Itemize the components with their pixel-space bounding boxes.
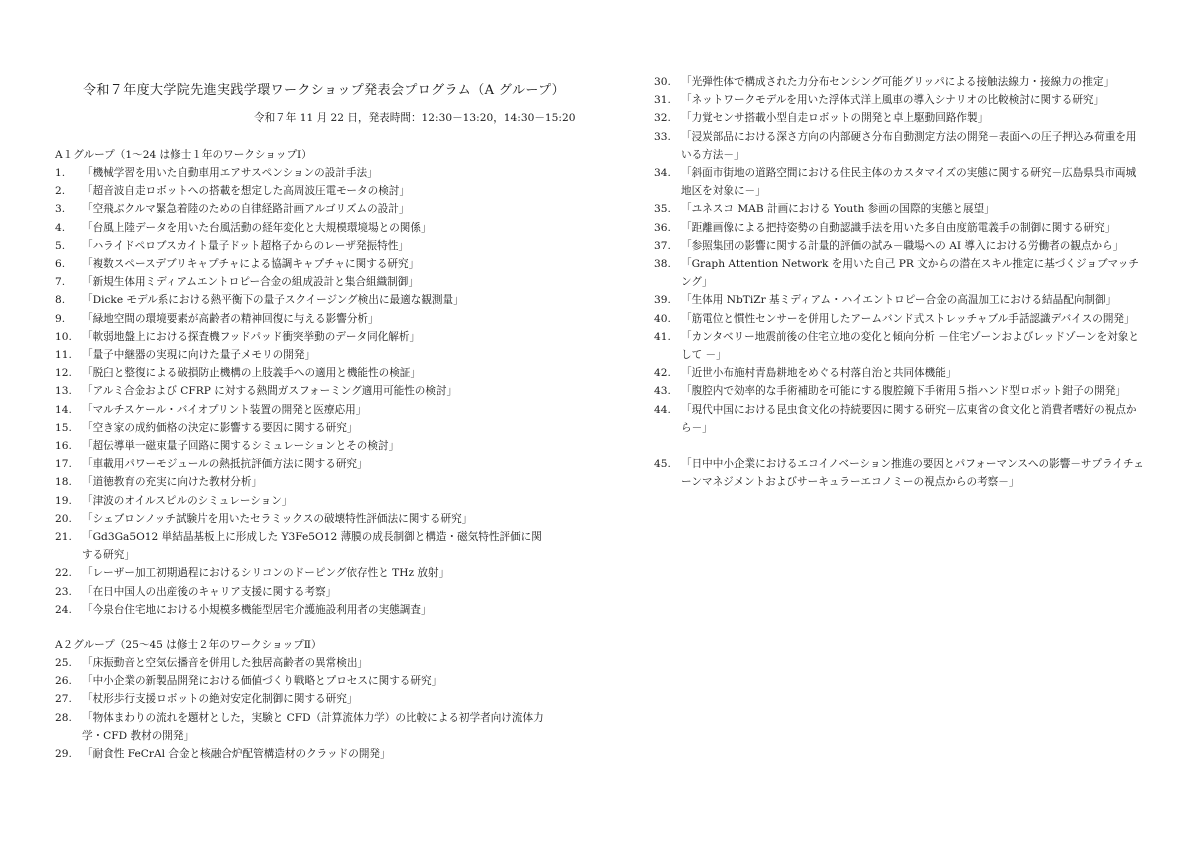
presentation-title: 「ユネスコ MAB 計画における Youth 参画の国際的実態と展望」 (681, 203, 995, 216)
item-number: 41. (654, 330, 671, 343)
program-item (654, 219, 1146, 237)
presentation-title: 「Dicke モデル系における熱平衡下の量子スクイージング検出に最適な観測量」 (82, 294, 464, 307)
program-item (55, 237, 550, 255)
program-item (55, 273, 550, 291)
presentation-title: 「距離画像による把持姿勢の自動認識手法を用いた多自由度筋電義手の制御に関する研究」 (681, 221, 1116, 234)
program-item (55, 219, 550, 237)
program-item (55, 654, 550, 672)
item-number: 16. (55, 440, 72, 453)
item-number: 39. (654, 294, 671, 307)
program-item (55, 382, 550, 400)
presentation-title: 「超伝導単一磁束量子回路に関するシミュレーションとその検討」 (82, 440, 400, 453)
program-item (55, 709, 550, 745)
item-number: 19. (55, 494, 72, 507)
group-a2-continued-list (654, 73, 1146, 491)
program-item (55, 510, 550, 528)
presentation-title: 「近世小布施村青島耕地をめぐる村落自治と共同体機能」 (681, 367, 957, 380)
presentation-title: 「空き家の成約価格の決定に影響する要因に関する研究」 (82, 421, 358, 434)
presentation-title: 「量子中継器の実現に向けた量子メモリの開発」 (82, 349, 316, 362)
item-number: 12. (55, 367, 72, 380)
program-item (55, 310, 550, 328)
presentation-title: 「物体まわりの流れを題材とした，実験と CFD（計算流体力学）の比較による初学者向け流体力学・CFD 教材の開発」 (82, 711, 544, 742)
item-number: 22. (55, 567, 72, 580)
program-item (654, 164, 1146, 200)
item-number: 32. (654, 112, 671, 125)
presentation-title: 「複数スペースデブリキャプチャによる協調キャプチャに関する研究」 (82, 258, 420, 271)
presentation-title: 「浸炭部品における深さ方向の内部硬さ分布自動測定方法の開発－表面への圧子押込み荷重を用いる方法－」 (681, 130, 1137, 161)
presentation-title: 「超音波自走ロボットへの搭載を想定した高周波圧電モータの検討」 (82, 185, 410, 198)
item-number: 18. (55, 476, 72, 489)
presentation-title: 「力覚センサ搭載小型自走ロボットの開発と卓上駆動回路作製」 (681, 112, 989, 125)
program-item (55, 419, 550, 437)
program-item (55, 255, 550, 273)
presentation-title: 「光弾性体で構成された力分布センシング可能グリッパによる接触法線力・接線力の推定」 (681, 76, 1115, 88)
presentation-title: 「腹腔内で効率的な手術補助を可能にする腹腔鏡下手術用５指ハンド型ロボット鉗子の開発」 (681, 385, 1126, 398)
item-number: 43. (654, 385, 671, 398)
program-item (55, 583, 550, 601)
presentation-title: 「脱臼と整復による破損防止機構の上肢義手への適用と機能性の検証」 (82, 367, 421, 380)
presentation-title: 「道徳教育の充実に向けた教材分析」 (82, 476, 263, 489)
program-item (55, 346, 550, 364)
presentation-title: 「杖形歩行支援ロボットの絶対安定化制御に関する研究」 (82, 693, 358, 706)
presentation-title: 「シェブロンノッチ試験片を用いたセラミックスの破壊特性評価法に関する研究」 (82, 512, 473, 525)
program-item (654, 291, 1146, 309)
group-a1-heading: A１グループ（1～24 は修士１年のワークショップⅠ） (55, 149, 312, 161)
program-item (654, 455, 1146, 491)
presentation-title: 「カンタベリー地震前後の住宅立地の変化と傾向分析 －住宅ゾーンおよびレッドゾーンを対象として －」 (681, 330, 1139, 362)
item-number: 3. (55, 203, 66, 216)
program-item (55, 672, 550, 690)
program-item (55, 328, 550, 346)
presentation-title: 「在日中国人の出産後のキャリア支援に関する考察」 (82, 585, 337, 598)
page-title: 令和７年度大学院先進実践学環ワークショップ発表会プログラム（A グループ） (83, 83, 566, 98)
program-item (55, 528, 550, 564)
program-item (55, 564, 550, 582)
presentation-title: 「緑地空間の環境要素が高齢者の精神回復に与える影響分析」 (82, 312, 379, 325)
presentation-title: 「Gd3Ga5O12 単結晶基板上に形成した Y3Fe5O12 薄膜の成長制御と構造・磁気特性評価に関する研究」 (82, 531, 542, 562)
presentation-title: 「今泉台住宅地における小規模多機能型居宅介護施設利用者の実態調査」 (82, 603, 432, 616)
program-item (654, 364, 1146, 382)
program-item (654, 91, 1146, 109)
item-number: 10. (55, 330, 72, 343)
program-item (55, 437, 550, 455)
presentation-title: 「日中中小企業におけるエコイノベーション推進の要因とパフォーマンスへの影響－サプライチェーンマネジメントおよびサーキュラーエコノミーの視点からの考察－」 (681, 458, 1144, 489)
presentation-title: 「参照集団の影響に関する計量的評価の試み－職場への AI 導入における労働者の観点から」 (681, 239, 1124, 252)
item-number: 2. (55, 185, 66, 198)
program-item (55, 492, 550, 510)
item-number: 33. (654, 130, 671, 143)
group-a2-heading: A２グループ（25～45 は修士２年のワークショップⅡ） (55, 639, 322, 651)
program-item (55, 164, 550, 182)
item-number: 13. (55, 385, 72, 398)
item-number: 45. (654, 458, 671, 471)
item-number: 4. (55, 221, 66, 234)
item-number: 14. (55, 403, 72, 416)
item-number: 1. (55, 167, 66, 179)
presentation-title: 「レーザー加工初期過程におけるシリコンのドーピング依存性と THz 放射」 (82, 567, 450, 580)
item-number: 27. (55, 693, 72, 706)
presentation-title: 「津波のオイルスピルのシミュレーション」 (82, 494, 293, 507)
program-item (654, 109, 1146, 127)
item-number: 24. (55, 603, 72, 616)
item-number: 25. (55, 657, 72, 669)
presentation-title: 「ハライドペロブスカイト量子ドット超格子からのレーザ発振特性」 (82, 239, 409, 252)
program-item (654, 73, 1146, 91)
program-item (55, 364, 550, 382)
presentation-title: 「生体用 NbTiZr 基ミディアム・ハイエントロピー合金の高温加工における結晶配向制御」 (681, 294, 1117, 307)
item-number: 44. (654, 403, 671, 416)
presentation-title: 「中小企業の新製品開発における価値づくり戦略とプロセスに関する研究」 (82, 675, 443, 688)
item-number: 34. (654, 167, 671, 180)
item-number: 30. (654, 76, 671, 88)
item-number: 11. (55, 349, 72, 362)
item-number: 7. (55, 276, 66, 289)
presentation-title: 「斜面市街地の道路空間における住民主体のカスタマイズの実態に関する研究－広島県呉市両城地区を対象に－」 (681, 167, 1137, 198)
item-spacer (654, 437, 1146, 455)
item-number: 9. (55, 312, 66, 325)
program-item (55, 291, 550, 309)
item-number: 20. (55, 512, 72, 525)
program-item (55, 690, 550, 708)
program-item (654, 328, 1146, 364)
presentation-title: 「空飛ぶクルマ緊急着陸のための自律経路計画アルゴリズムの設計」 (82, 203, 410, 216)
item-number: 6. (55, 258, 66, 271)
item-number: 38. (654, 258, 671, 271)
item-number: 26. (55, 675, 72, 688)
program-item (654, 200, 1146, 218)
program-item (654, 310, 1146, 328)
program-item (654, 382, 1146, 400)
presentation-title: 「アルミ合金および CFRP に対する熱間ガスフォーミング適用可能性の検討」 (82, 385, 458, 398)
presentation-title: 「新規生体用ミディアムエントロピー合金の組成設計と集合組織制御」 (82, 276, 419, 289)
presentation-title: 「耐食性 FeCrAl 合金と核融合炉配管構造材のクラッドの開発」 (82, 748, 391, 761)
item-number: 28. (55, 711, 72, 724)
presentation-title: 「台風上陸データを用いた台風活動の経年変化と大規模環境場との関係」 (82, 221, 432, 234)
program-item (654, 401, 1146, 437)
program-item (654, 255, 1146, 291)
item-number: 21. (55, 531, 72, 544)
presentation-title: 「マルチスケール・バイオプリント装置の開発と医療応用」 (82, 403, 367, 416)
presentation-title: 「軟弱地盤上における探査機フッドパッド衝突挙動のデータ同化解析」 (82, 330, 421, 343)
item-number: 5. (55, 239, 66, 252)
item-number: 17. (55, 458, 72, 471)
program-item (55, 401, 550, 419)
item-number: 23. (55, 585, 72, 598)
date-line: 令和７年 11 月 22 日，発表時間：12:30－13:20，14:30－15:20 (254, 112, 576, 124)
presentation-title: 「筋電位と慣性センサーを併用したアームバンド式ストレッチャブル手話認識デバイスの開発」 (681, 312, 1135, 325)
program-item (654, 237, 1146, 255)
item-number: 29. (55, 748, 72, 761)
program-item (55, 745, 550, 763)
program-item (55, 455, 550, 473)
program-item (654, 128, 1146, 164)
presentation-title: 「床振動音と空気伝播音を併用した独居高齢者の異常検出」 (82, 657, 369, 669)
program-item (55, 182, 550, 200)
program-item (55, 601, 550, 619)
item-number: 15. (55, 421, 72, 434)
item-number: 8. (55, 294, 66, 307)
item-number: 42. (654, 367, 671, 380)
group-a2-list (55, 654, 550, 763)
presentation-title: 「車載用パワーモジュールの熱抵抗評価方法に関する研究」 (82, 458, 368, 471)
item-number: 35. (654, 203, 671, 216)
presentation-title: 「ネットワークモデルを用いた浮体式洋上風車の導入シナリオの比較検討に関する研究」 (681, 94, 1105, 107)
presentation-title: 「Graph Attention Network を用いた自己 PR 文からの潜在スキル推定に基づくジョブマッチング」 (681, 258, 1139, 289)
presentation-title: 「機械学習を用いた自動車用エアサスペンションの設計手法」 (82, 167, 378, 179)
item-number: 37. (654, 239, 671, 252)
group-a1-list (55, 164, 550, 619)
program-item (55, 200, 550, 218)
item-number: 40. (654, 312, 671, 325)
item-number: 31. (654, 94, 671, 107)
program-item (55, 473, 550, 491)
item-number: 36. (654, 221, 671, 234)
presentation-title: 「現代中国における昆虫食文化の持続要因に関する研究－広東省の食文化と消費者嗜好の視点から－」 (681, 403, 1137, 434)
